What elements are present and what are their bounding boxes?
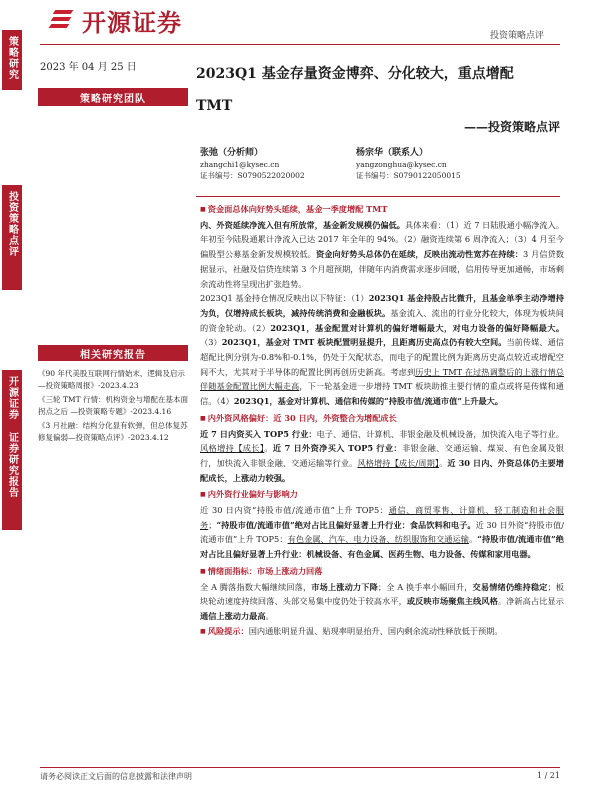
author-card (356, 148, 461, 181)
author-divider (196, 196, 560, 197)
related-report-item[interactable]: 《3 月社融：结构分化显有软弹，但总体复苏修复偏弱—投资策略点评》-2023.4.12 (38, 421, 188, 442)
author-email[interactable]: yangzonghua@kysec.cn (356, 160, 447, 169)
risk-heading: ■ 风险提示： (200, 626, 249, 636)
sidebar-block-report-type: 投资策略点评 (2, 185, 22, 290)
author-name: 张弛（分析师） (200, 148, 264, 158)
author-cert: 证书编号：S0790522020002 (200, 171, 305, 180)
author-card (200, 148, 305, 181)
header-divider (40, 44, 560, 45)
section-heading-industry: ■ 内外资行业偏好与影响力 (200, 487, 564, 503)
author-cert: 证书编号：S0790122050015 (356, 171, 461, 180)
paragraph-sentiment: 全 A 腾落指数大幅继续回落，市场上涨动力下降；全 A 换手率小幅回升，交易情绪仍维持稳定；板块轮动速度持续回落、头部交易集中度仍处于较高水平，或反映市场聚焦主线风格。净新高占比显示通信上涨动力最高。 (200, 581, 564, 621)
footer-disclaimer: 请务必阅读正文后面的信息披露和法律声明 (40, 772, 192, 781)
page-number: 1 / 21 (536, 771, 560, 780)
section-heading-style: ■ 内外资风格偏好：近 30 日内，外资整合为增配成长 (200, 411, 564, 427)
logo-text: 开源证券 (82, 8, 182, 37)
sidebar-block-brand: 开源证券 证券研究报告 (2, 370, 22, 530)
paragraph-funds: 内、外资延续净流入但有所放常，基金新发规模仍偏低。具体来看：（1）近 7 日陆股通小幅净流入。年初至今陆股通累计净流入已达 2017 年全年的 94%。（2）融资连续第 6 周净流入；（3）4 月至今偏股型公募基金新发规模较低。资金向好势头总体仍在延续，反映出流动性宽苏在持续：3 月信贷数据显示，社融及信贷连续第 3 个月超预期，伴随年内消费需求逐步回暖，信用传导更加通畅，市场剩余流动性将呈现出扩张趋势。 (200, 219, 564, 289)
section-heading-sentiment: ■ 情绪面指标：市场上涨动力回落 (200, 564, 564, 580)
paragraph-industry: 近 30 日内资“持股市值/流通市值”上升 TOP5：通信、商贸零售、计算机、轻工制造和社会服务；“持股市值/流通市值”绝对占比且偏好显著上升行业：食品饮料和电子。近 30 日外资“持股市值/流通市值”上升 TOP5：有色金属、汽车、电力设备、纺织服饰和交通运输。“持股市值/流通市值”绝对占比且偏好显著上升行业：机械设备、有色金属、医药生物、电力设备、传媒和家用电器。 (200, 505, 564, 560)
footer-divider (40, 767, 560, 768)
report-type-header: 投资策略点评 (489, 31, 544, 41)
paragraph-risk: ■ 风险提示：国内通胀明显升温、贴现率明显抬升、国内剩余流动性释放低于预期。 (200, 624, 564, 640)
paragraph-style: 近 7 日内资买入 TOP5 行业：电子、通信、计算机、非银金融及机械设备，加快流入电子等行业。风格增持【成长】。近 7 日外资净买入 TOP5 行业：非银金融、交通运输、煤炭、有色金属及银行，加快流入非银金融、交通运输等行业。风格增持【成长/周期】。近 30 日内、外资总体仍主要增配成长，上涨动力较强。 (200, 428, 564, 483)
report-body (200, 200, 564, 639)
report-title-line2: TMT (196, 98, 233, 114)
team-label: 策略研究团队 (38, 88, 188, 106)
report-date: 2023 年 04 月 25 日 (40, 62, 137, 73)
section-heading-funds: ■ 资金面总体向好势头延续，基金一季度增配 TMT (200, 202, 564, 218)
report-title (196, 58, 566, 122)
logo (48, 6, 182, 37)
author-name: 杨宗华（联系人） (356, 148, 429, 158)
report-title-line1: 2023Q1 基金存量资金博弈、分化较大，重点增配 (196, 66, 514, 82)
report-subtitle: ——投资策略点评 (463, 120, 560, 134)
sidebar-block-strategy: 策略研究 (2, 30, 22, 90)
related-reports-title: 相关研究报告 (38, 345, 188, 361)
related-report-item[interactable]: 《三轮 TMT 行情：机构资金与增配在基本面拐点之后 —投资策略专题》-2023.4.16 (38, 395, 188, 416)
logo-mark-icon (48, 8, 76, 32)
author-email[interactable]: zhangchi1@kysec.cn (200, 160, 280, 169)
paragraph-holdings: 2023Q1 基金持仓情况反映出以下特征：（1）2023Q1 基金持股占比微升，且基金单季主动净增持为负，仅增持成长板块，减持传统消费和金融板块。基金流入、流出的行业分化较大，体现为板块间的资金轮动。（2）2023Q1，基金配置对计算机的偏好增幅最大，对电力设备的偏好降幅最大。（3）2023Q1，基金对 TMT 板块配置明显提升，且距离历史高点仍有较大空间。当前传媒、通信超配比例分别为-0.8%和-0.1%，仍处于欠配状态，而电子的配置比例为距离历史高点较近或增配空间不大，尤其对于半导体的配置比例再创历史新高。考虑到历史上 TMT 在过热调整后的上涨行情总伴随基金配置比例大幅走高，下一轮基金进一步增持 TMT 板块助推主要行情的重点或将是传媒和通信。（4）2023Q1，基金对计算机、通信和传媒的“持股市值/流通市值”上升最大。 (200, 293, 565, 407)
related-report-item[interactable]: 《90 年代美股互联网行情始末、逻辑及启示—投资策略周报》-2023.4.23 (38, 369, 185, 390)
related-reports-list (38, 368, 188, 446)
